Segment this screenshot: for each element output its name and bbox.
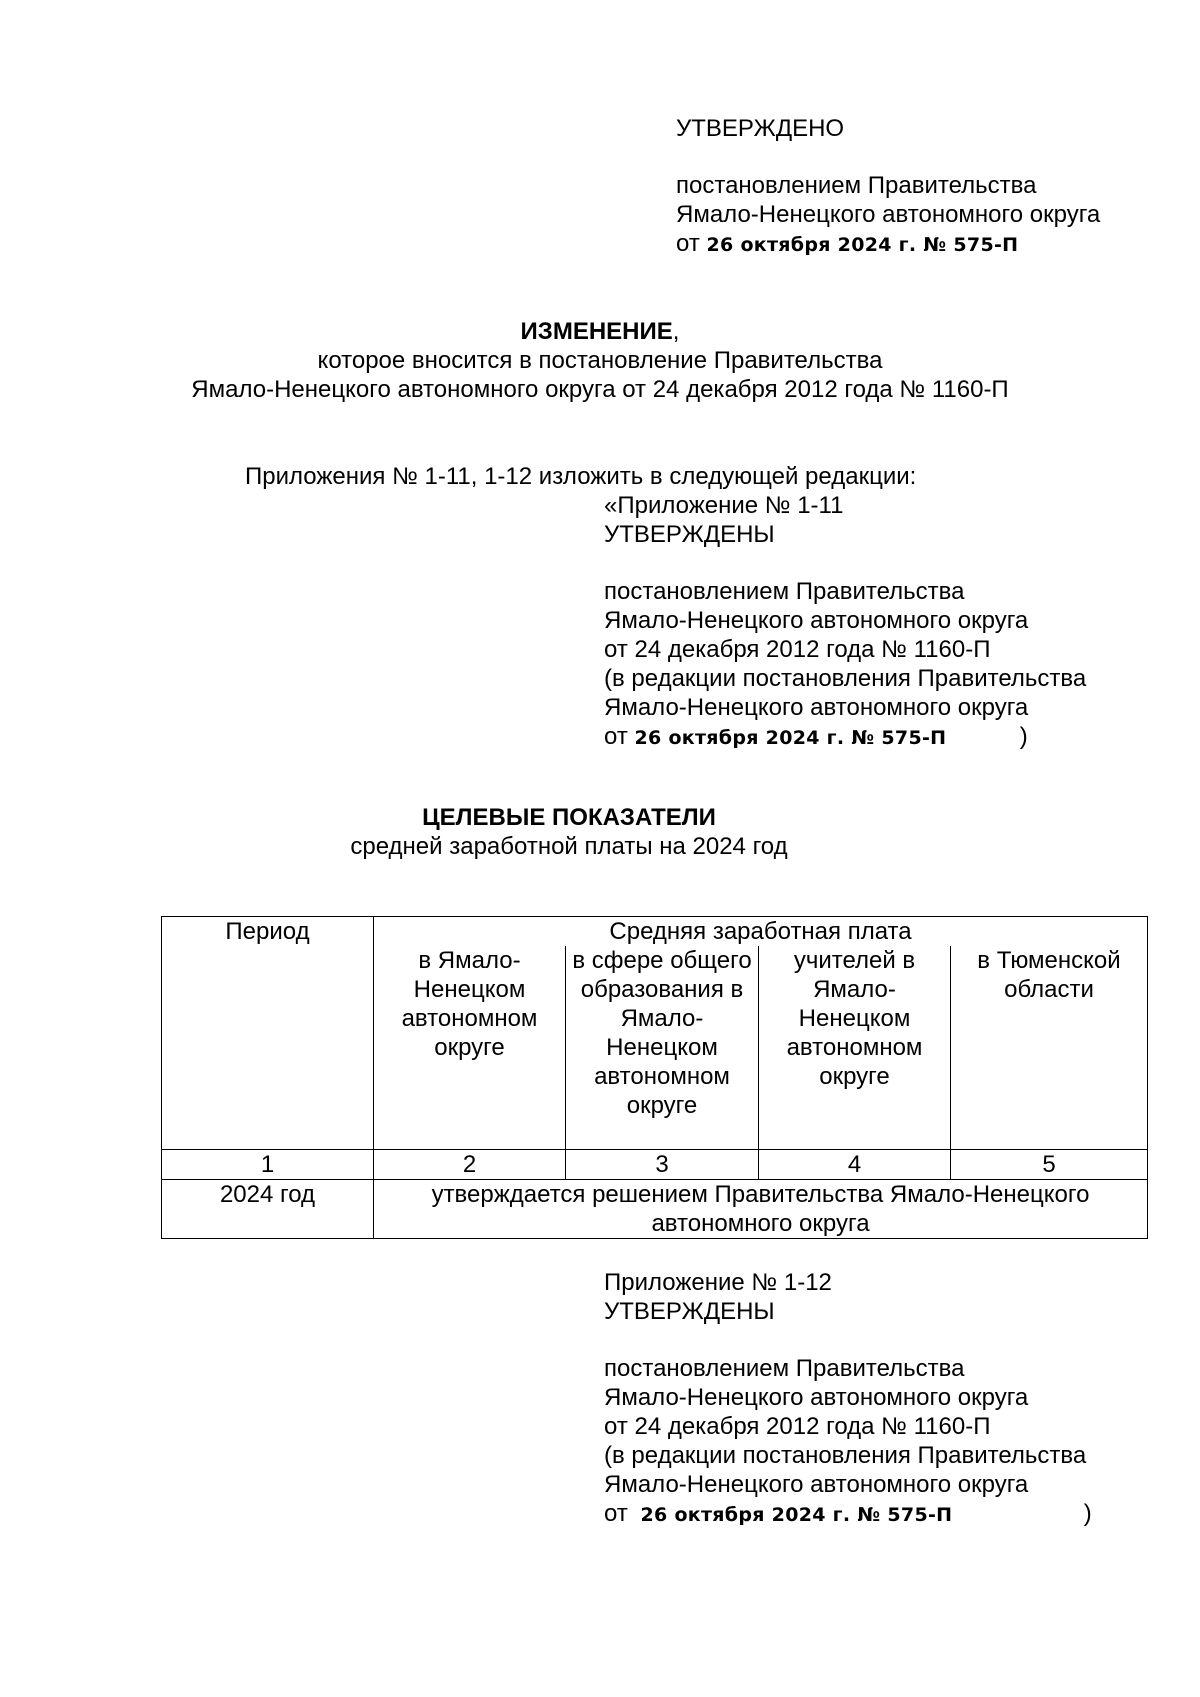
appendix-12-block [604,1268,1092,1530]
approval-date-number: 26 октября 2024 г. № 575-П [706,234,1019,256]
column-number: 4 [759,1150,951,1180]
column-number: 2 [374,1150,566,1180]
appendix-12-label: Приложение № 1-12 [604,1269,832,1296]
change-title-line [160,317,1040,346]
table-number-row [162,1150,1148,1180]
period-header: Период [162,917,374,1150]
column-header: учителей в Ямало-Ненецком автономном округе [759,946,951,1150]
appendix-12-date-number: 26 октября 2024 г. № 575-П [640,1504,953,1526]
appendix-11-approved: УТВЕРЖДЕНЫ [604,521,775,548]
appendix-12-from: от [604,1500,628,1527]
intro-line: Приложения № 1-11, 1-12 изложить в следующей редакции: [245,463,917,490]
change-line1: которое вносится в постановление Правительства [317,347,883,374]
change-heading [160,317,1040,404]
appendix-11-line2: Ямало-Ненецкого автономного округа [604,607,1029,634]
appendix-12-line4: (в редакции постановления Правительства [604,1442,1087,1469]
change-title: ИЗМЕНЕНИЕ [520,318,673,345]
appendix-12-line5: Ямало-Ненецкого автономного округа [604,1471,1029,1498]
column-number: 3 [566,1150,759,1180]
approval-date-line [676,229,1100,260]
table-header-row [162,917,1148,947]
appendix-11-date-line [604,722,1086,753]
intro-text [245,462,916,491]
appendix-11-line1: постановлением Правительства [604,578,965,605]
column-number: 5 [951,1150,1148,1180]
appendix-12-date-line [604,1499,1092,1530]
change-title-suffix: , [672,318,680,345]
appendix-11-label: «Приложение № 1-11 [604,492,844,519]
appendix-11-line4: (в редакции постановления Правительства [604,665,1087,692]
targets-heading [200,803,938,861]
appendix-11-line5: Ямало-Ненецкого автономного округа [604,694,1029,721]
column-header: в Тюменской области [951,946,1148,1150]
column-header: в Ямало-Ненецком автономном округе [374,946,566,1150]
appendix-11-from: от [604,723,628,750]
appendix-12-line2: Ямало-Ненецкого автономного округа [604,1384,1029,1411]
group-header: Средняя заработная плата [374,917,1148,947]
approval-from: от [676,230,700,257]
appendix-12-approved: УТВЕРЖДЕНЫ [604,1298,775,1325]
appendix-12-line3: от 24 декабря 2012 года № 1160-П [604,1413,991,1440]
column-number: 1 [162,1150,374,1180]
approval-line2: Ямало-Ненецкого автономного округа [676,201,1101,228]
appendix-12-close: ) [1083,1500,1092,1527]
appendix-12-line1: постановлением Правительства [604,1355,965,1382]
approval-line1: постановлением Правительства [676,172,1037,199]
row-period: 2024 год [162,1180,374,1239]
row-value: утверждается решением Правительства Ямало-Ненецкого автономного округа [374,1180,1148,1239]
appendix-11-date-number: 26 октября 2024 г. № 575-П [634,727,947,749]
appendix-11-line3: от 24 декабря 2012 года № 1160-П [604,636,991,663]
table-row [162,1180,1148,1239]
approval-title: УТВЕРЖДЕНО [676,115,845,142]
targets-subtitle: средней заработной платы на 2024 год [350,833,788,860]
appendix-11-block [604,491,1086,753]
change-line2: Ямало-Ненецкого автономного округа от 24 декабря 2012 года № 1160-П [191,376,1009,403]
appendix-11-close: ) [1019,723,1028,750]
targets-title: ЦЕЛЕВЫЕ ПОКАЗАТЕЛИ [422,804,716,831]
column-header: в сфере общего образования в Ямало-Ненецком автономном округе [566,946,759,1150]
approval-block [676,114,1100,260]
targets-table [161,916,1148,1239]
